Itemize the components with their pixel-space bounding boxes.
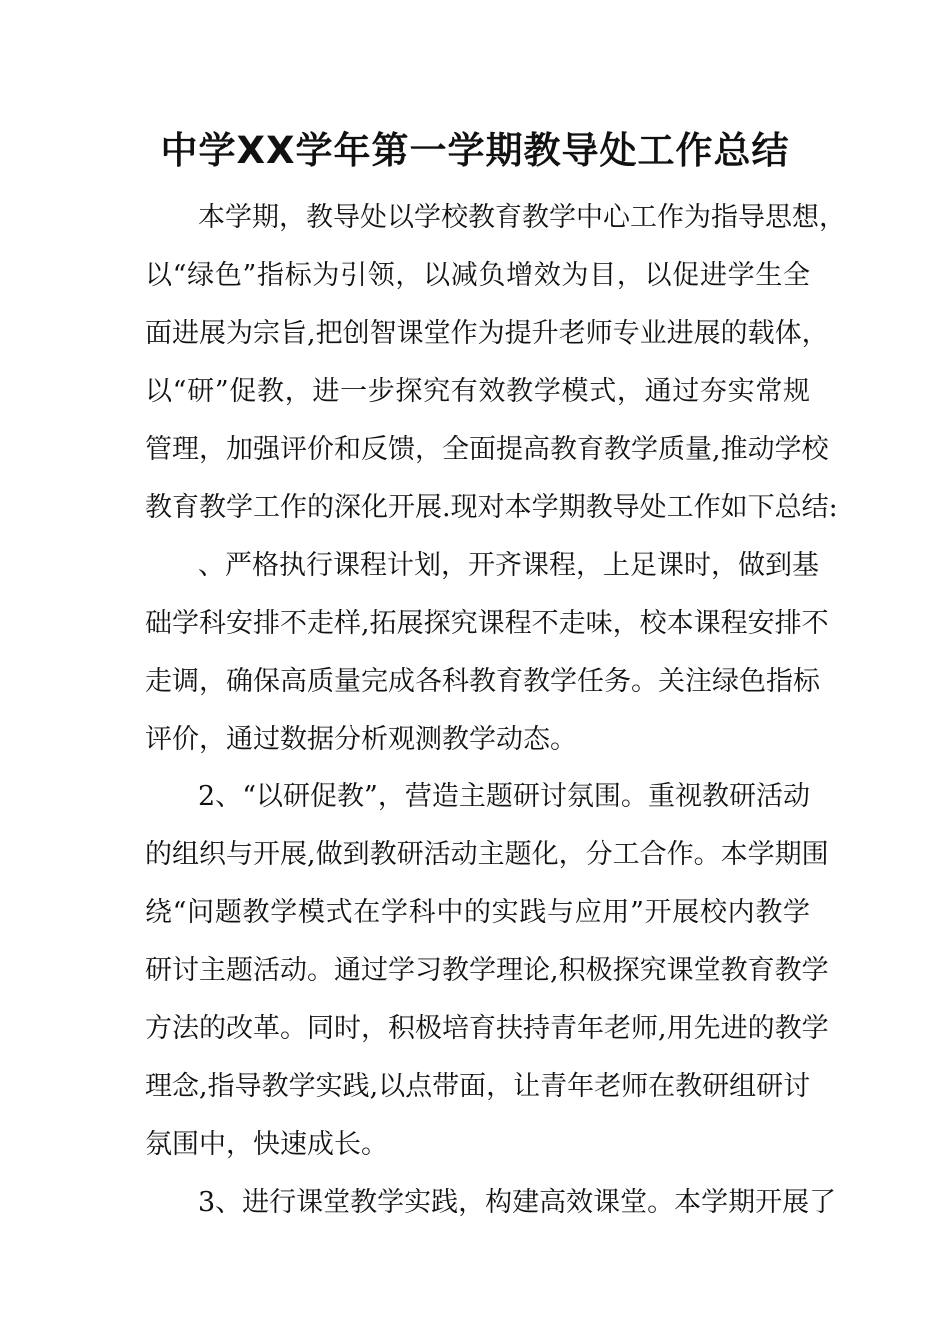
paragraph-line: 以“绿色”指标为引领，以减负增效为目，以促进学生全 xyxy=(145,260,810,291)
paragraph-line: 方法的改革。同时，积极培育扶持青年老师,用先进的教学 xyxy=(145,1013,829,1044)
paragraph-line: 管理，加强评价和反馈，全面提高教育教学质量,推动学校 xyxy=(145,434,829,465)
paragraph-line: 本学期，教导处以学校教育教学中心工作为指导思想， xyxy=(198,202,846,233)
paragraph-line: 3、进行课堂教学实践，构建高效课堂。本学期开展了 xyxy=(198,1187,837,1218)
paragraph-line: 面进展为宗旨,把创智课堂作为提升老师专业进展的载体， xyxy=(145,318,829,349)
paragraph-line: 绕“问题教学模式在学科中的实践与应用”开展校内教学 xyxy=(145,897,810,928)
paragraph-line: 、严格执行课程计划，开齐课程，上足课时，做到基 xyxy=(198,550,819,581)
paragraph-line: 2、“以研促教”，营造主题研讨氛围。重视教研活动 xyxy=(198,781,810,812)
paragraph-line: 以“研”促教，进一步探究有效教学模式，通过夯实常规 xyxy=(145,376,810,407)
paragraph-line: 走调，确保高质量完成各科教育教学任务。关注绿色指标 xyxy=(145,666,820,697)
paragraph-line: 研讨主题活动。通过学习教学理论,积极探究课堂教育教学 xyxy=(145,955,829,986)
document-title: 中学XX学年第一学期教导处工作总结 xyxy=(160,129,790,172)
paragraph-line: 评价，通过数据分析观测教学动态。 xyxy=(145,724,577,755)
paragraph-line: 教育教学工作的深化开展.现对本学期教导处工作如下总结: xyxy=(145,492,838,523)
paragraph-line: 的组织与开展,做到教研活动主题化，分工合作。本学期围 xyxy=(145,839,829,870)
paragraph-line: 理念,指导教学实践,以点带面，让青年老师在教研组研讨 xyxy=(145,1071,811,1102)
paragraph-line: 氛围中，快速成长。 xyxy=(145,1129,388,1160)
paragraph-line: 础学科安排不走样,拓展探究课程不走味，校本课程安排不 xyxy=(145,608,829,639)
